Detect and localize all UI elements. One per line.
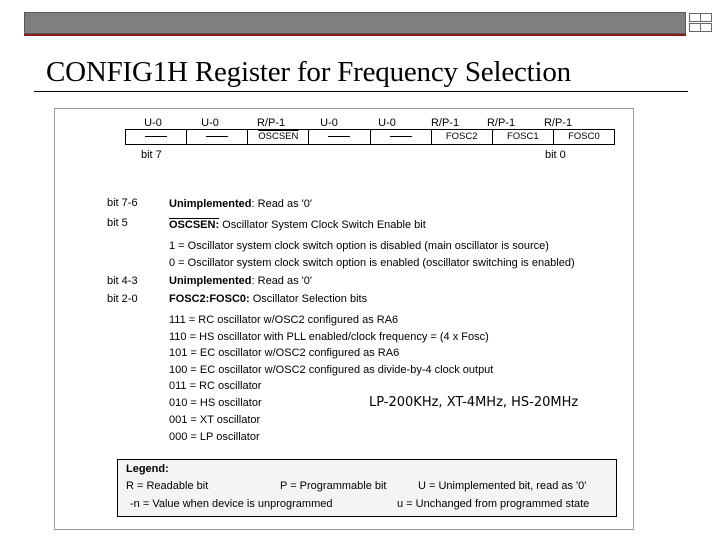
register-bit-cell xyxy=(126,130,187,144)
fosc-option: 101 = EC oscillator w/OSC2 configured as RA6 xyxy=(169,347,400,359)
bit-description xyxy=(169,219,426,231)
unimplemented-dash xyxy=(206,136,228,138)
field-name: Unimplemented xyxy=(169,275,252,287)
unimplemented-dash xyxy=(145,136,167,138)
bit-access-label: R/P-1 xyxy=(543,117,573,129)
bit-description xyxy=(169,293,367,305)
register-bit-cell: FOSC1 xyxy=(493,130,554,144)
bit-description xyxy=(169,198,312,210)
bit0-marker: bit 0 xyxy=(545,149,566,161)
legend-item: P = Programmable bit xyxy=(280,480,387,492)
bit-range-label: bit 7-6 xyxy=(107,197,138,209)
bit-range-label: bit 4-3 xyxy=(107,275,138,287)
field-text: Oscillator Selection bits xyxy=(249,293,368,305)
register-bit-cell: OSCSEN xyxy=(248,130,309,144)
bit-access-label: U-0 xyxy=(320,117,338,129)
register-bit-row xyxy=(125,129,615,145)
legend-item: u = Unchanged from programmed state xyxy=(397,498,590,510)
legend-box xyxy=(117,459,617,517)
bit-range-label: bit 2-0 xyxy=(107,293,138,305)
field-text: : Read as '0' xyxy=(251,275,312,287)
bit-range-label: bit 5 xyxy=(107,217,128,229)
unimplemented-dash xyxy=(328,136,350,138)
corner-square-decoration xyxy=(700,23,712,32)
field-text: Oscillator System Clock Switch Enable bit xyxy=(219,219,426,231)
fosc-option: 111 = RC oscillator w/OSC2 configured as RA6 xyxy=(169,314,399,326)
field-name: Unimplemented xyxy=(169,198,252,210)
fosc-option: 010 = HS oscillator xyxy=(169,397,262,409)
bit-access-label: R/P-1 xyxy=(430,117,460,129)
register-bit-cell: FOSC2 xyxy=(432,130,493,144)
bit7-marker: bit 7 xyxy=(141,149,162,161)
legend-item: -n = Value when device is unprogrammed xyxy=(130,498,333,510)
bit-access-label: U-0 xyxy=(378,117,396,129)
title-bar-decoration xyxy=(24,12,686,34)
legend-title: Legend: xyxy=(126,463,169,475)
title-bar-accent-line xyxy=(24,34,686,36)
unimplemented-dash xyxy=(390,136,412,138)
bit-access-label: U-0 xyxy=(144,117,162,129)
option-text: 1 = Oscillator system clock switch option is disabled (main oscillator is source) xyxy=(169,240,549,252)
register-bit-cell xyxy=(309,130,370,144)
title-underline xyxy=(34,91,688,92)
legend-item: R = Readable bit xyxy=(126,480,209,492)
field-name: OSCSEN: xyxy=(169,219,220,231)
field-text: : Read as '0' xyxy=(251,198,312,210)
bit-access-label: R/P-1 xyxy=(256,117,286,129)
slide-title: CONFIG1H Register for Frequency Selection xyxy=(46,56,571,88)
frequency-note: LP-200KHz, XT-4MHz, HS-20MHz xyxy=(369,395,579,410)
fosc-option: 011 = RC oscillator xyxy=(169,380,262,392)
fosc-option: 110 = HS oscillator with PLL enabled/clock frequency = (4 x Fosc) xyxy=(169,331,489,343)
legend-item: U = Unimplemented bit, read as '0' xyxy=(418,480,587,492)
register-bit-cell xyxy=(371,130,432,144)
fosc-option: 100 = EC oscillator w/OSC2 configured as divide-by-4 clock output xyxy=(169,364,494,376)
bit-access-label: U-0 xyxy=(201,117,219,129)
fosc-option: 001 = XT oscillator xyxy=(169,414,261,426)
register-bit-cell: FOSC0 xyxy=(568,131,600,142)
register-figure xyxy=(54,108,634,530)
option-text: 0 = Oscillator system clock switch option is enabled (oscillator switching is enabled) xyxy=(169,257,575,269)
bit-access-label: R/P-1 xyxy=(486,117,516,129)
register-bit-cell xyxy=(187,130,248,144)
field-name: FOSC2:FOSC0: xyxy=(169,293,250,305)
fosc-option: 000 = LP oscillator xyxy=(169,431,260,443)
corner-square-decoration xyxy=(700,13,712,22)
bit-description xyxy=(169,275,312,287)
